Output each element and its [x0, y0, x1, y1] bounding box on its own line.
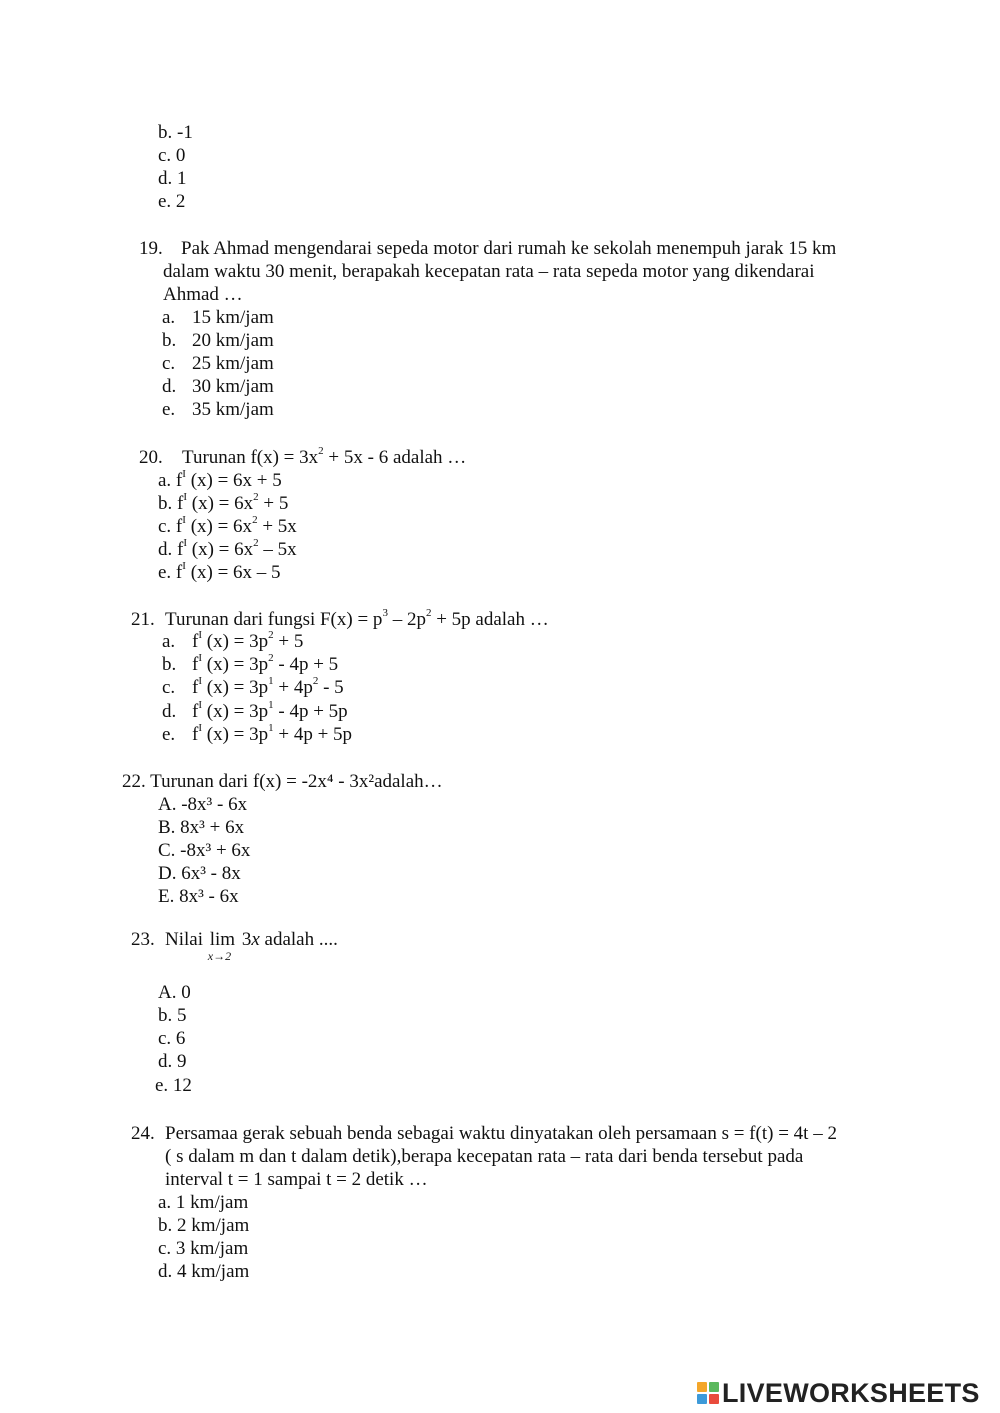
- q19-text: dalam waktu 30 menit, berapakah kecepatan rata – rata sepeda motor yang dikendarai: [163, 261, 815, 282]
- limit-subscript: x→2: [207, 949, 232, 963]
- q21-question: Turunan dari fungsi $F(x) = p^3 - 2p^2 + 5p$ adalah …: [165, 606, 549, 630]
- q24-option: d. 4 km/jam: [158, 1261, 250, 1282]
- q20-option: e. $f^I$ (x) = 6x – 5: [158, 559, 281, 583]
- limit-operator: lim x→2: [210, 928, 235, 951]
- q22-option: B. 8x³ + 6x: [158, 817, 245, 838]
- q19-text: Pak Ahmad mengendarai sepeda motor dari rumah ke sekolah menempuh jarak 15 km: [181, 238, 837, 259]
- q22-question: 22. Turunan dari f(x) = -2x⁴ - 3x²adalah…: [122, 771, 443, 792]
- q21-option: c. $f^I$ $(x) = 3p^1 + 4p^2 - 5$: [162, 674, 344, 698]
- q19-option: a. 15 km/jam: [162, 307, 274, 328]
- q23-number: 23.: [131, 929, 155, 950]
- q20-number: 20.: [139, 447, 163, 468]
- logo-text: LIVEWORKSHEETS: [722, 1377, 980, 1408]
- q19-option: e. 35 km/jam: [162, 399, 274, 420]
- logo-square: [697, 1394, 707, 1404]
- q24-number: 24.: [131, 1123, 155, 1144]
- q22-option: E. 8x³ - 6x: [158, 886, 239, 907]
- q23-option: d. 9: [158, 1051, 187, 1072]
- q19-option: b. 20 km/jam: [162, 330, 274, 351]
- q18-option: e. 2: [158, 191, 186, 212]
- q23-option: c. 6: [158, 1028, 186, 1049]
- q21-number: 21.: [131, 609, 155, 630]
- q23-option: A. 0: [158, 982, 191, 1003]
- q22-option: C. -8x³ + 6x: [158, 840, 251, 861]
- q21-option: e. $f^I$ $(x) = 3p^1 + 4p + 5p$: [162, 721, 353, 745]
- logo-square: [697, 1382, 707, 1392]
- q19-text: Ahmad …: [163, 284, 243, 305]
- q23-option: e. 12: [155, 1075, 192, 1096]
- logo-squares-icon: [697, 1382, 719, 1404]
- q19-option: d. 30 km/jam: [162, 376, 274, 397]
- q20-option: a. $f^I$ (x) = 6x + 5: [158, 467, 282, 491]
- q22-option: D. 6x³ - 8x: [158, 863, 241, 884]
- q18-option: c. 0: [158, 145, 186, 166]
- q18-option: d. 1: [158, 168, 187, 189]
- q24-text: Persamaa gerak sebuah benda sebagai waktu dinyatakan oleh persamaan s = f(t) = 4t – 2: [165, 1123, 837, 1144]
- q21-option: d. $f^I$ $(x) = 3p^1 - 4p + 5p$: [162, 698, 348, 722]
- q24-option: a. 1 km/jam: [158, 1192, 249, 1213]
- q20-option: c. $f^I$ $(x) = 6x^2 + 5x$: [158, 513, 297, 537]
- q20-option: b. $f^I$ $(x) = 6x^2 + 5$: [158, 490, 289, 514]
- q24-option: b. 2 km/jam: [158, 1215, 250, 1236]
- q24-option: c. 3 km/jam: [158, 1238, 249, 1259]
- q20-question: Turunan $f(x) = 3x^2 + 5x - 6$ adalah …: [182, 444, 467, 468]
- q23-option: b. 5: [158, 1005, 187, 1026]
- logo-square: [709, 1394, 719, 1404]
- q19-number: 19.: [139, 238, 163, 259]
- q20-option: d. $f^I$ $(x) = 6x^2 - 5x$: [158, 536, 297, 560]
- q21-option: a. $f^I$ $(x) = 3p^2 + 5$: [162, 628, 304, 652]
- q18-option: b. -1: [158, 122, 193, 143]
- q22-option: A. -8x³ - 6x: [158, 794, 248, 815]
- liveworksheets-logo: [697, 1378, 980, 1408]
- q23-question: Nilai lim x→2 3x adalah ....: [165, 928, 338, 951]
- q24-text: interval t = 1 sampai t = 2 detik …: [165, 1169, 428, 1190]
- q21-option: b. $f^I$ $(x) = 3p^2 - 4p + 5$: [162, 651, 339, 675]
- logo-square: [709, 1382, 719, 1392]
- q24-text: ( s dalam m dan t dalam detik),berapa kecepatan rata – rata dari benda tersebut pada: [165, 1146, 804, 1167]
- q19-option: c. 25 km/jam: [162, 353, 274, 374]
